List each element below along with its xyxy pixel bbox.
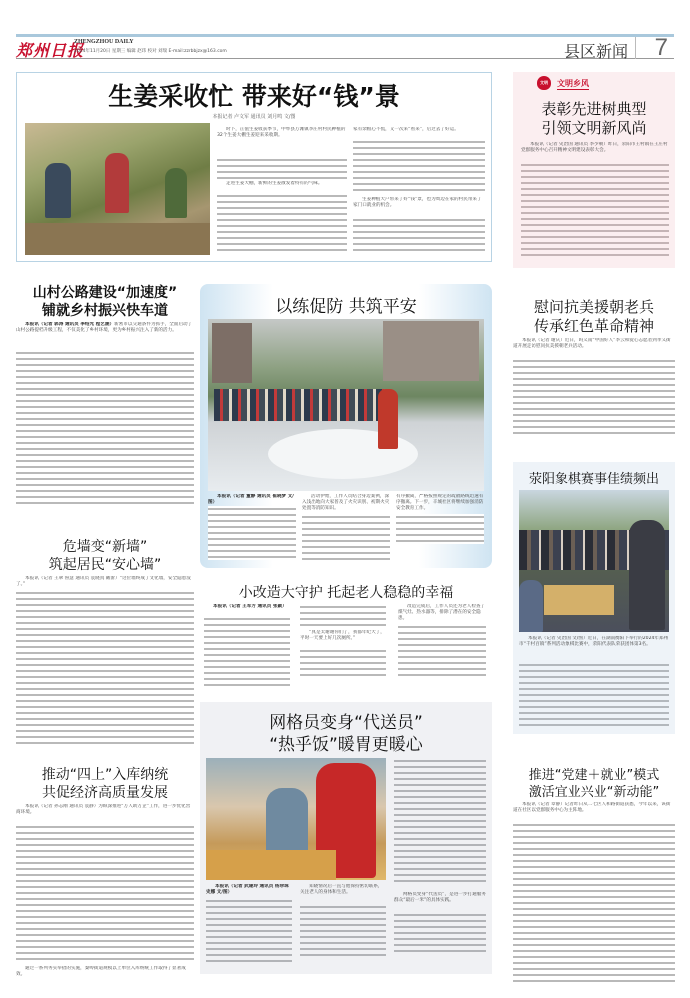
- photo-table: [206, 850, 336, 880]
- civility-badge-icon: 文明: [537, 76, 551, 90]
- paragraph: 活动伊始，工作人员结合身边案例，深入浅出地向大家普及了火灾识别、初期火灾处置等消防知识。: [302, 494, 390, 511]
- photo-figure: [519, 580, 543, 632]
- article-text: [208, 494, 296, 506]
- paragraph: 走进生姜大棚，新鲜的生姜散发着特有的气味。: [226, 181, 323, 186]
- photo-ground: [25, 223, 210, 255]
- article-text: [217, 181, 347, 193]
- lead-paragraph: 本报讯（记者 王翠 鲁慧 通讯员 袁晓真 戴蕾）“这位墙终成了文化墙，安全隐患没了。”: [16, 576, 191, 587]
- article-elderly-care: [200, 582, 492, 692]
- headline-line-1: 表彰先进树典型: [541, 100, 647, 118]
- body-text: [217, 157, 347, 181]
- headline-line-2: “热乎饭”暖胃更暖心: [269, 735, 423, 755]
- lead-credit: 本报讯（记者 王军方 通讯员 张颖）: [213, 604, 287, 609]
- article-ginger: [16, 72, 492, 262]
- article-roads: [16, 280, 194, 512]
- body-text: [16, 590, 194, 746]
- body-text: [521, 162, 669, 258]
- body-text: [16, 350, 194, 508]
- article-chess: [513, 462, 675, 734]
- article-text: [16, 576, 194, 588]
- headline-line-1: 山村公路建设“加速度”: [32, 285, 178, 301]
- article-wall: [16, 536, 194, 750]
- photo-figure: [378, 389, 398, 449]
- english-name: ZHENGZHOU DAILY: [74, 39, 134, 45]
- body-text: [300, 904, 386, 958]
- article-fire-drill: [200, 284, 492, 568]
- article-text: [396, 494, 484, 512]
- headline-line-2: 引领文明新风尚: [541, 119, 647, 137]
- article-text: [16, 804, 194, 822]
- article-text: [300, 630, 386, 648]
- paragraph: 有序撤离，严格按照规定的疏散路线迅速有序撤离。下一步，辛城社区将继续加强消防安全教育工作。: [396, 494, 484, 511]
- article-text: [353, 197, 485, 215]
- headline: 以练促防 共筑平安: [275, 297, 417, 317]
- headline-line-2: 传承红色革命精神: [533, 317, 654, 335]
- lead-paragraph: 新密市以交通条件为抓手，全面启动了山村公路提档升级工程，不仅美化了乡村环境，更为乡村振兴注入了新的活力。: [16, 322, 193, 333]
- paragraph: 生姜种植大户带来了好“钱”景，也为周边在家的村民带来了家门口就业的机会。: [353, 197, 482, 208]
- photo-figure: [629, 520, 665, 630]
- photo-building: [383, 321, 479, 381]
- article-statistics: [16, 764, 194, 988]
- article-text: [519, 636, 669, 660]
- article-veterans: [513, 296, 675, 436]
- lead-credit: 本报讯（记者 董静 通讯员 崔晓梦 文/图）: [208, 494, 294, 505]
- body-text: [300, 648, 386, 678]
- article-text: [353, 127, 485, 139]
- body-text: [204, 616, 290, 688]
- lead-paragraph: 本报讯（记者 谢庆）近日，吗义南“中国好人”李云和爱心志愿者到孝义街道开展走访慰问抗美援朝老兵活动。: [513, 338, 671, 349]
- article-text: [217, 127, 347, 157]
- photo-crowd: [214, 389, 384, 421]
- lead-paragraph: 本报讯（记者 史治国 文/图）近日，在湖南衡阳下举行的2024年郑州市“千村百镇”系列活动象棋比赛中，荥阳代表队荣获团体第3名。: [519, 636, 669, 647]
- body-text: [394, 758, 486, 884]
- body-text: [353, 139, 485, 193]
- headline-line-1: 推进“党建＋就业”模式: [528, 768, 660, 783]
- article-photo-meal-delivery: [206, 758, 386, 880]
- body-text: [217, 193, 347, 255]
- photo-figure: [45, 163, 71, 218]
- lead-credit: 本报讯（记者 郭涛 通讯员 李绍光 程艺涵）: [25, 322, 115, 327]
- paragraph: 网格员变身“代送员”，是进一步打通服务群众“最后一米”的具体实践。: [394, 892, 486, 903]
- headline: 生姜采收忙 带来好“钱”景: [108, 82, 400, 111]
- byline: 本报记者 卢文军 通讯员 刘月鸣 文/图: [212, 114, 296, 120]
- article-photo-fire-drill: [208, 319, 484, 491]
- closing-paragraph: 通过一系列务实举措的实施，秦岭街道规模以上单位入库纳统工作取得了显著成效。: [16, 966, 186, 977]
- body-text: [394, 912, 486, 952]
- headline-line-2: 共促经济高质量发展: [42, 785, 168, 801]
- headline-line-1: 危墙变“新墙”: [62, 539, 148, 555]
- paragraph: 知晓情况后一直与他保持密切联系，关注老人的身体和生活。: [300, 884, 383, 895]
- article-text: [398, 604, 486, 622]
- photo-building: [212, 323, 252, 383]
- article-text: [521, 142, 669, 160]
- photo-figure: [105, 153, 129, 213]
- newspaper-logo: 郑州日报: [16, 41, 85, 60]
- headline: 荥阳象棋赛事佳绩频出: [528, 472, 659, 487]
- body-text: [300, 604, 386, 628]
- article-text: [204, 604, 290, 616]
- article-text: [513, 802, 675, 820]
- article-text: [16, 322, 194, 348]
- article-meals: [200, 702, 492, 974]
- photo-elderly-man: [266, 788, 308, 858]
- body-text: [398, 624, 486, 678]
- body-text: [513, 822, 675, 982]
- section-title: 县区新闻: [563, 42, 628, 61]
- masthead: [16, 34, 674, 61]
- article-employment: [513, 764, 675, 988]
- article-text: [16, 966, 194, 978]
- body-text: [16, 824, 194, 964]
- headline-line-2: 铺就乡村振兴快车道: [42, 303, 168, 319]
- article-text: [513, 338, 675, 356]
- body-text: [519, 662, 669, 726]
- body-text: [513, 358, 675, 434]
- article-text: [206, 884, 292, 896]
- article-civility: [513, 72, 675, 268]
- article-text: [300, 884, 386, 902]
- body-text: [396, 514, 484, 544]
- headline-line-1: 慰问抗美援朝老兵: [533, 298, 654, 316]
- photo-chessboard: [544, 585, 614, 615]
- lead-paragraph: 本报讯（记者 史治国 通讯员 李少朝）昨日，荥阳市王村镇在王庄村党群服务中心召开精神文明建设表彰大会。: [521, 142, 668, 153]
- lead-paragraph: 本报讯（记者 孙志刚 通讯员 袁静）为纵深推进“万人助万企”工作，进一步优化营商环境。: [16, 804, 191, 815]
- page-number: 7: [654, 34, 668, 61]
- divider: [635, 37, 636, 59]
- headline-line-2: 激活宜业兴业“新动能”: [528, 785, 660, 800]
- headline-line-1: 推动“四上”入库纳统: [41, 767, 169, 783]
- body-text: [302, 514, 390, 560]
- body-text: [353, 217, 485, 253]
- column-tag: 文明乡风: [557, 79, 589, 88]
- body-text: [206, 898, 292, 964]
- article-photo-ginger-harvest: [25, 123, 210, 255]
- photo-figure: [165, 168, 187, 218]
- headline-line-2: 筑起居民“安心墙”: [48, 557, 162, 573]
- headline-line-1: 网格员变身“代送员”: [269, 713, 423, 733]
- headline: 小改造大守护 托起老人稳稳的幸福: [238, 585, 454, 601]
- paragraph: 家有余粮心不慌，又一次来“看来”，后过去了好运。: [353, 127, 459, 132]
- paragraph: 改造完成后，工作人员还为老人检查了煤气灶、热水器等，排除了潜在的安全隐患。: [398, 604, 486, 621]
- article-photo-chess-match: [519, 490, 669, 632]
- paragraph: “真是太谢谢你们了，我都年纪大了，平时一天要上好几次厕所。”: [300, 630, 385, 641]
- article-text: [302, 494, 390, 512]
- lead-credit: 本报讯（记者 武建玲 通讯员 杨珍珠 史娜 文/图）: [206, 884, 289, 895]
- lead-paragraph: 本报讯（记者 章静）记者昨日从二七区人和路街道获悉，今年以来，该街道在社区以党群服务中心为主阵地。: [513, 802, 671, 813]
- dateline: 2024年11月20日 星期三 编辑 赵玮 校对 刘瑞 E-mail:zzrbbjzx@163.com: [74, 49, 227, 54]
- lead-paragraph: 时下，正值生姜收获季节，中牟县万滩镇李庄村村民种植的32个生姜大棚生姜迎来采收期。: [217, 127, 346, 138]
- body-text: [208, 506, 296, 560]
- article-text: [394, 892, 486, 910]
